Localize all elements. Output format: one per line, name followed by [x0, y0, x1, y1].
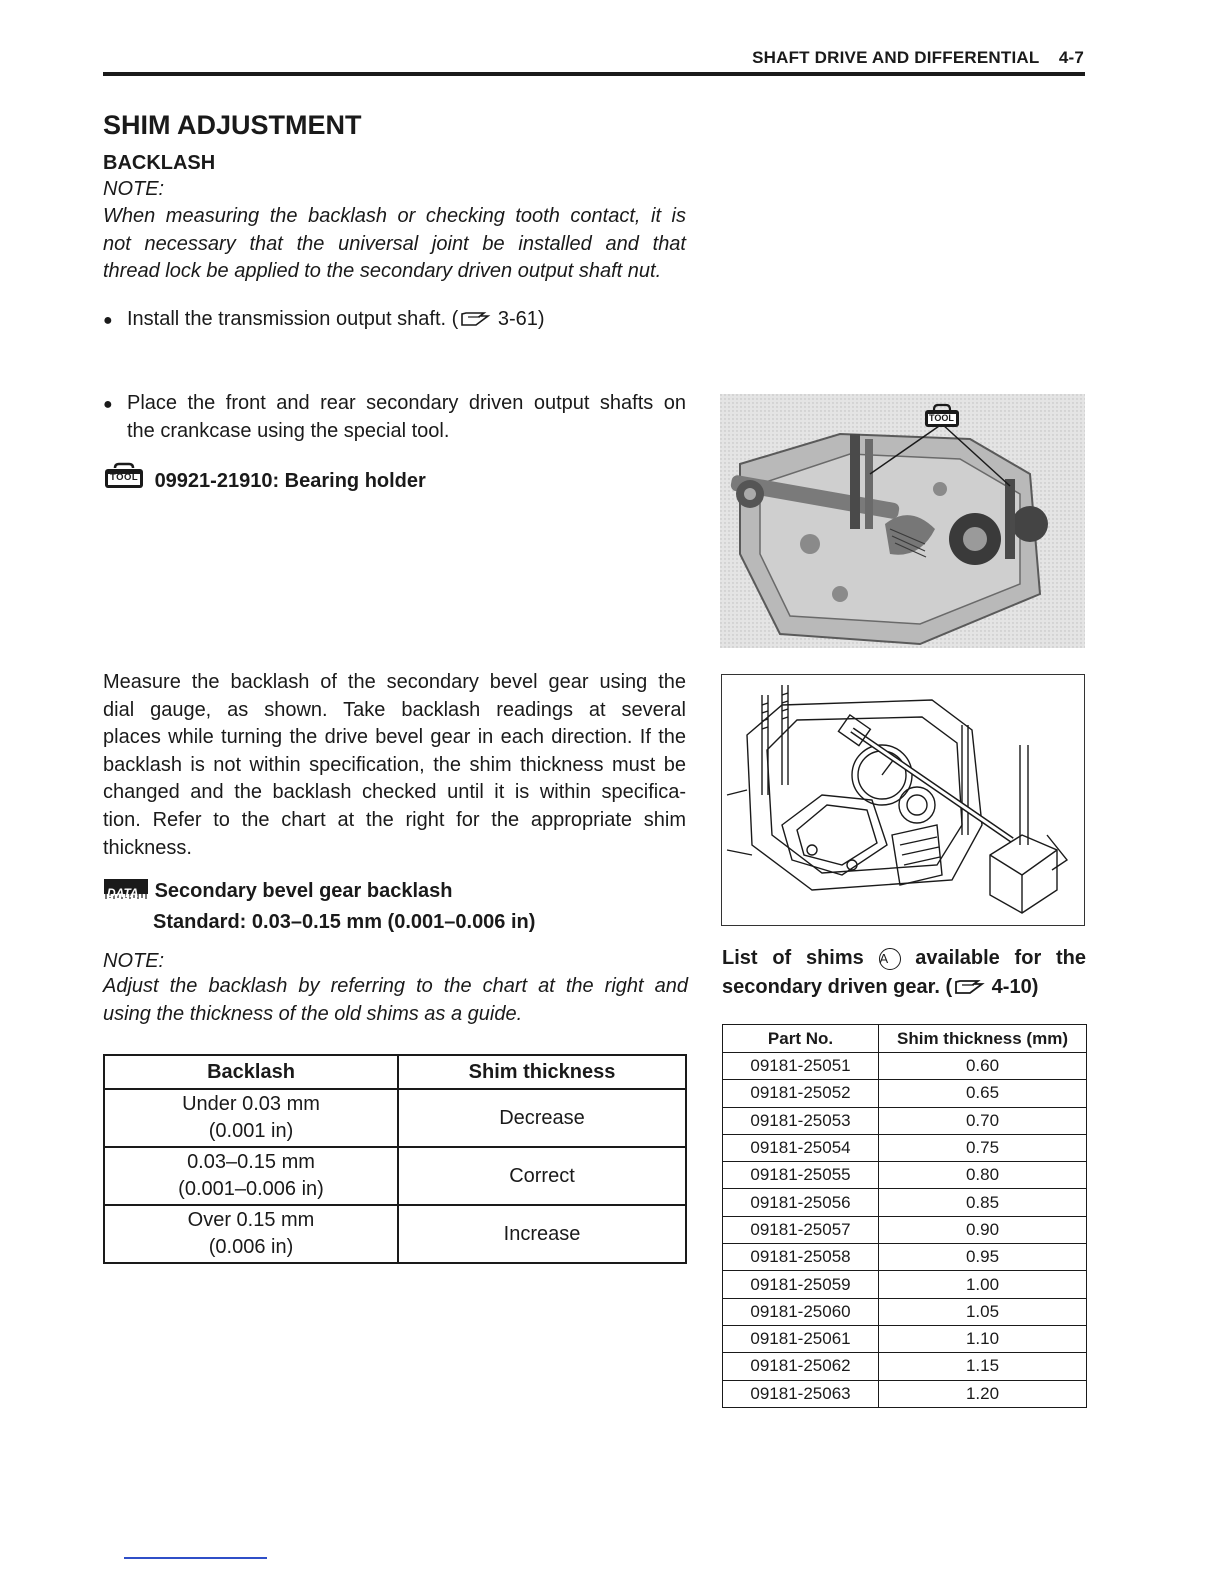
bullet-dot: ●	[103, 396, 113, 413]
bullet-place-shafts	[103, 390, 686, 445]
shim-thickness-cell: 0.75	[879, 1134, 1087, 1161]
table-row	[723, 1298, 1087, 1325]
caption-line	[722, 944, 1086, 973]
shim-thickness-cell: 1.15	[879, 1353, 1087, 1380]
bullet-text-main: Install the transmission output shaft. (	[127, 308, 459, 330]
header-rule	[103, 72, 1085, 76]
table-row	[723, 1080, 1087, 1107]
table-row	[723, 1107, 1087, 1134]
backlash-line: (0.006 in)	[208, 1236, 294, 1258]
part-number-cell: 09181-25056	[723, 1189, 879, 1216]
backlash-line: Over 0.15 mm	[187, 1209, 315, 1231]
shim-list-table	[722, 1024, 1087, 1408]
shim-thickness-cell: 0.70	[879, 1107, 1087, 1134]
shims-caption	[722, 944, 1086, 1002]
section-title: SHIM ADJUSTMENT	[103, 110, 362, 140]
bullet-ref-page: 3-61)	[497, 308, 545, 330]
part-number-cell: 09181-25058	[723, 1244, 879, 1271]
dial-gauge-illustration	[721, 674, 1085, 926]
backlash-line: Under 0.03 mm	[182, 1093, 320, 1115]
subsection-title: BACKLASH	[103, 152, 216, 174]
pointing-hand-reference-icon	[952, 975, 986, 991]
shim-thickness-cell: 0.95	[879, 1244, 1087, 1271]
tool-spec	[103, 462, 426, 496]
note-label: NOTE:	[103, 178, 165, 200]
part-number-cell: 09181-25060	[723, 1298, 879, 1325]
bullet-line: Place the front and rear secondary driven output shafts on	[127, 392, 686, 414]
backlash-table	[103, 1054, 687, 1264]
note-line: thread lock be applied to the secondary driven output shaft nut.	[103, 260, 662, 283]
table-row	[723, 1380, 1087, 1407]
note-block-1	[103, 178, 686, 286]
table-row	[723, 1189, 1087, 1216]
table-row	[723, 1053, 1087, 1080]
backlash-cell	[104, 1147, 398, 1205]
backlash-cell	[104, 1089, 398, 1147]
table-row	[723, 1271, 1087, 1298]
table-row	[723, 1325, 1087, 1352]
page-header	[752, 48, 1084, 68]
paragraph-line: backlash is not within specification, the shim thickness must be	[103, 753, 686, 776]
shim-thickness-cell: 1.00	[879, 1271, 1087, 1298]
part-number-cell: 09181-25053	[723, 1107, 879, 1134]
note-label: NOTE:	[103, 950, 165, 972]
paragraph-line: Measure the backlash of the secondary bevel gear using the	[103, 671, 686, 693]
part-number-cell: 09181-25054	[723, 1134, 879, 1161]
paragraph-line: tion. Refer to the chart at the right for the appropriate shim	[103, 808, 686, 831]
shim-cell: Decrease	[398, 1089, 686, 1147]
bullet-dot: ●	[103, 312, 113, 329]
part-number-cell: 09181-25063	[723, 1380, 879, 1407]
shim-thickness-cell: 0.60	[879, 1053, 1087, 1080]
tool-text: 09921-21910: Bearing holder	[154, 470, 426, 492]
shim-thickness-cell: 1.10	[879, 1325, 1087, 1352]
table-row	[723, 1134, 1087, 1161]
shim-thickness-cell: 0.85	[879, 1189, 1087, 1216]
backlash-line: (0.001 in)	[208, 1120, 294, 1142]
shim-rows	[723, 1053, 1087, 1408]
table-row	[104, 1205, 686, 1263]
bullet-text	[127, 306, 545, 335]
part-number-cell: 09181-25051	[723, 1053, 879, 1080]
part-number-cell: 09181-25055	[723, 1162, 879, 1189]
note-line: Adjust the backlash by referring to the chart at the right and	[103, 975, 688, 997]
table-row	[104, 1089, 686, 1147]
bullet-line: the crankcase using the special tool.	[127, 419, 450, 442]
shim-cell: Correct	[398, 1147, 686, 1205]
paragraph-line: places while turning the drive bevel gear in each direction. If the	[103, 726, 686, 749]
caption-text: secondary driven gear. (	[722, 976, 953, 998]
table-header-row	[723, 1025, 1087, 1053]
part-number-cell: 09181-25052	[723, 1080, 879, 1107]
marker-letter: A	[879, 951, 889, 966]
table-header-row	[104, 1055, 686, 1089]
footer-rule	[124, 1557, 267, 1559]
note-text	[103, 973, 688, 1028]
backlash-spec	[103, 877, 535, 936]
dial-gauge-drawing	[722, 675, 1084, 925]
table-header-cell: Backlash	[104, 1055, 398, 1089]
note-line: When measuring the backlash or checking tooth contact, it is	[103, 205, 686, 227]
shim-thickness-cell: 1.20	[879, 1380, 1087, 1407]
header-title: SHAFT DRIVE AND DIFFERENTIAL	[752, 48, 1040, 67]
pointing-hand-reference-icon	[458, 308, 492, 324]
data-spec-icon	[103, 878, 149, 908]
spec-standard: Standard: 0.03–0.15 mm (0.001–0.006 in)	[153, 911, 536, 933]
note-block-2	[103, 950, 688, 1028]
bullet-text	[127, 390, 686, 445]
shim-cell: Increase	[398, 1205, 686, 1263]
spec-title-row	[103, 877, 535, 908]
caption-ref-page: 4-10)	[991, 976, 1039, 998]
backlash-line: (0.001–0.006 in)	[178, 1178, 324, 1200]
bullet-install-output-shaft	[103, 306, 686, 335]
backlash-cell	[104, 1205, 398, 1263]
table-header-cell: Part No.	[723, 1025, 879, 1053]
caption-text: List of shims	[722, 947, 864, 969]
note-line: using the thickness of the old shims as a guide.	[103, 1002, 523, 1025]
table-row	[723, 1244, 1087, 1271]
tool-icon-label: TOOL	[110, 472, 139, 483]
part-number-cell: 09181-25059	[723, 1271, 879, 1298]
part-number-cell: 09181-25062	[723, 1353, 879, 1380]
paragraph-line: thickness.	[103, 836, 192, 859]
shim-thickness-cell: 1.05	[879, 1298, 1087, 1325]
shim-thickness-cell: 0.65	[879, 1080, 1087, 1107]
table-row	[723, 1162, 1087, 1189]
page-number: 4-7	[1058, 48, 1084, 67]
table-row	[723, 1353, 1087, 1380]
caption-text: available for the	[915, 947, 1086, 969]
part-number-cell: 09181-25057	[723, 1216, 879, 1243]
table-row	[104, 1147, 686, 1205]
circled-marker	[879, 948, 901, 970]
backlash-line: 0.03–0.15 mm	[187, 1151, 315, 1173]
shim-thickness-cell: 0.80	[879, 1162, 1087, 1189]
table-header-cell: Shim thickness	[398, 1055, 686, 1089]
spec-title: Secondary bevel gear backlash	[154, 880, 453, 902]
part-number-cell: 09181-25061	[723, 1325, 879, 1352]
paragraph-line: dial gauge, as shown. Take backlash readings at several	[103, 698, 686, 721]
shim-thickness-cell: 0.90	[879, 1216, 1087, 1243]
crankcase-photo-drawing	[720, 394, 1085, 648]
table-row	[723, 1216, 1087, 1243]
caption-line	[722, 973, 1086, 1002]
paragraph-line: changed and the backlash checked until it is within specifica-	[103, 781, 686, 804]
note-text	[103, 203, 686, 286]
crankcase-photo	[720, 394, 1085, 648]
data-icon-label: DATA	[107, 886, 139, 900]
note-line: not necessary that the universal joint be installed and that	[103, 232, 686, 255]
photo-tool-label: TOOL	[929, 413, 954, 423]
table-header-cell: Shim thickness (mm)	[879, 1025, 1087, 1053]
measure-paragraph	[103, 669, 686, 862]
